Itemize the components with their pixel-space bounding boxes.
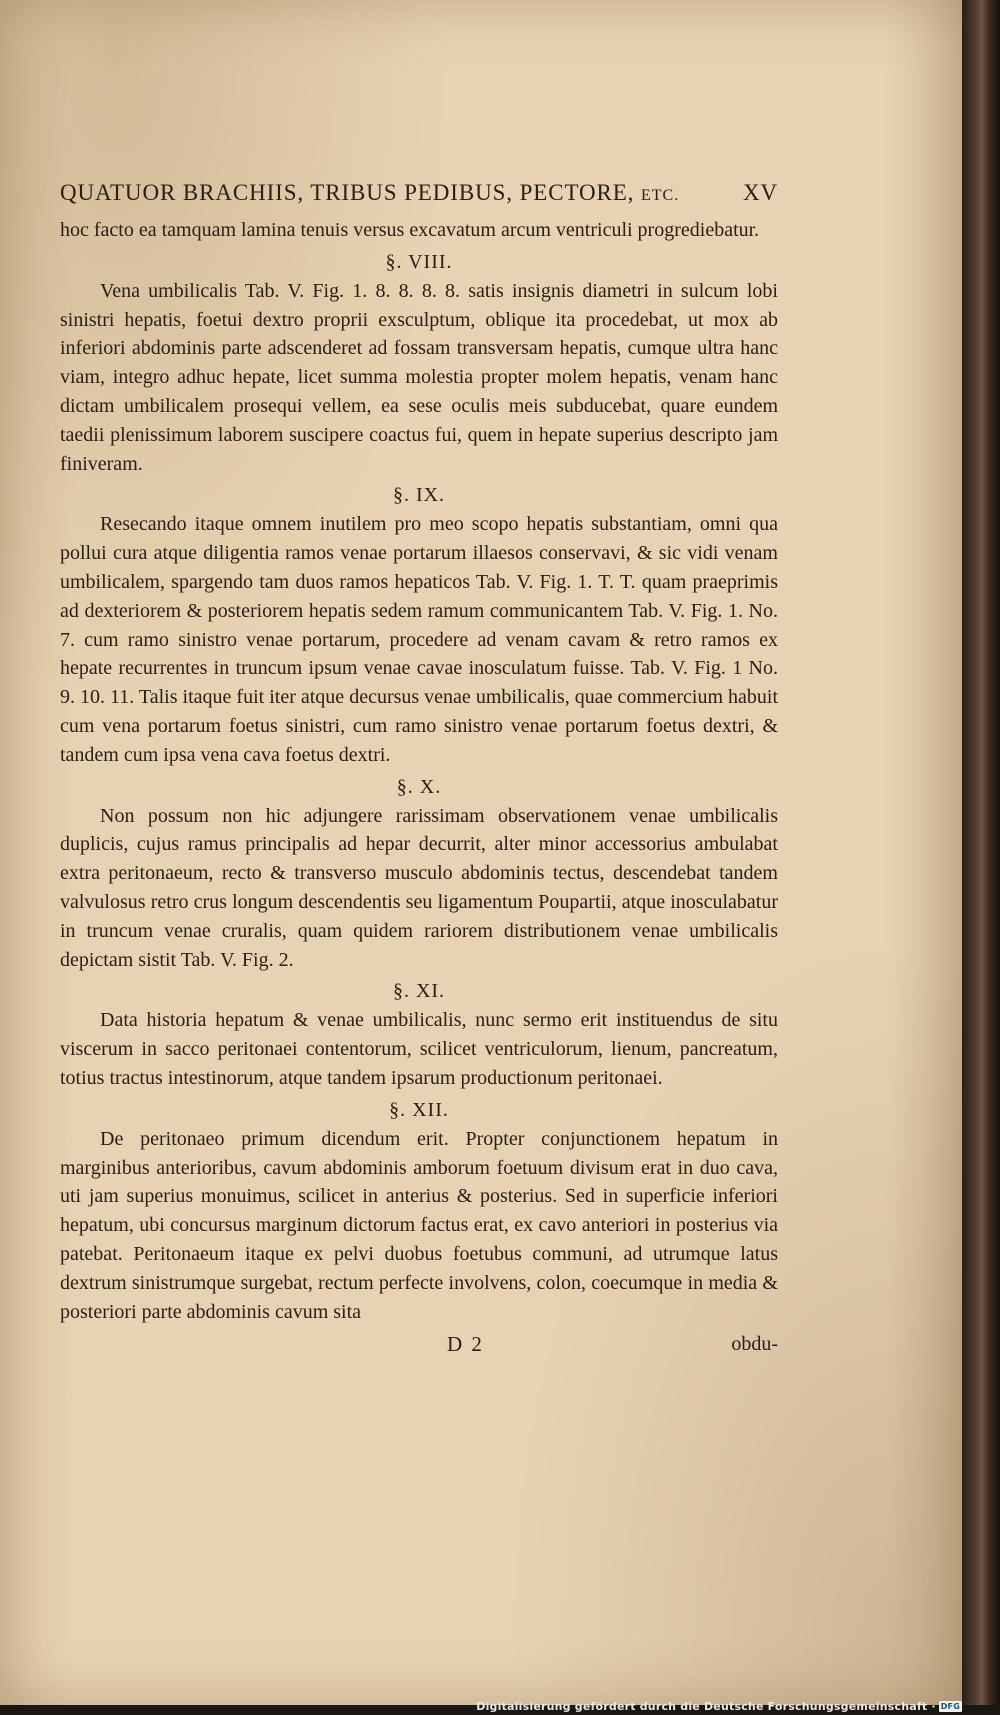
section-heading-xii: §. XII. [389, 1098, 449, 1121]
section-text-xi: Data historia hepatum & venae umbilicalis, nunc sermo erit instituendus de situ viscerum in sacco peritonaei contentorum, scilicet ventriculorum, lienum, pancreatum, totius tractus intestinorum, atque tandem ipsarum productionum peritonaei. [60, 1009, 778, 1089]
text-block [60, 178, 778, 1360]
section-text-xii: De peritonaeo primum dicendum erit. Propter conjunctionem hepatum in marginibus anterioribus, cavum abdominis amborum foetuum divisum erat in duo cava, uti jam superius monuimus, scilicet in anterius & posterius. Sed in superficie inferiori hepatum, ubi concursus marginum dictorum factus erat, ex cavo anteriori in posterius via patebat. Peritonaeum itaque ex pelvi duobus foetubus communi, ad utrumque latus dextrum sinistrumque surgebat, rectum perfecte involvens, colon, coecumque in media & posteriori parte abdominis cavum sita [60, 1127, 778, 1323]
signature-mark: D 2 [447, 1332, 484, 1357]
section-text-x: Non possum non hic adjungere rarissimam observationem venae umbilicalis duplicis, cujus ramus principalis ad hepar decurrit, alter minor accessorius ambulabat extra peritonaeum, recto & transverso musculo abdominis tectus, descendebat tandem valvulosus retro crus longum descendentis seu ligamentum Poupartii, atque inosculabatur in truncum venae cruralis, quam quidem rariorem distributionem venae umbilicalis depictam sistit Tab. V. Fig. 2. [60, 804, 778, 971]
opening-paragraph: hoc facto ea tamquam lamina tenuis versus excavatum arcum ventriculi progrediebatur. [60, 219, 760, 241]
section-heading-x: §. X. [396, 775, 442, 798]
digitization-credit [476, 1700, 962, 1713]
dfg-logo-icon: DFG [940, 1702, 960, 1711]
section-heading-viii: §. VIII. [385, 250, 453, 273]
book-edge [962, 0, 1000, 1705]
section-text-ix: Resecando itaque omnem inutilem pro meo scopo hepatis substantiam, omni qua pollui cura atque diligentia ramos venae portarum illaesos conservavi, & sic vidi venam umbilicalem, spargendo tam duos ramos hepaticos Tab. V. Fig. 1. T. T. quam praeprimis ad dexteriorem & posteriorem hepatis sedem ramum communicantem Tab. V. Fig. 1. No. 7. cum ramo sinistro venae portarum, procedere ad venam cavam & retro ramos ex hepate recurrentes in truncum ipsum venae cavae inosculatum fuisse. Tab. V. Fig. 1 No. 9. 10. 11. Talis itaque fuit iter atque decursus venae umbilicalis, quae commercium habuit cum vena portarum foetus sinistri, cum ramo sinistro venae portarum foetus dextri, & tandem cum ipsa vena cava foetus dextri. [60, 513, 778, 766]
section-text-viii: Vena umbilicalis Tab. V. Fig. 1. 8. 8. 8. 8. satis insignis diametri in sulcum lobi sinistri hepatis, foetui dextro proprii exsculptum, oblique ita procedebat, ut mox ab inferiori abdominis parte adscenderet ad fossam transversam hepatis, cumque ultra hanc viam, integro adhuc hepate, licet summa molestia propter molem hepatis, venam hanc dictam umbilicalem prosequi vellem, ea sese oculis meis subducebat, quare eundem taedii plenissimum laborem suscipere coactus fui, quem in hepate superius descripto jam finiveram. [60, 279, 778, 475]
credit-text: Digitalisierung gefördert durch die Deutsche Forschungsgemeinschaft · [476, 1700, 936, 1713]
running-head-etc: ETC. [641, 187, 680, 204]
section-heading-ix: §. IX. [392, 484, 446, 507]
page-number: XV [742, 180, 778, 205]
running-head [60, 178, 778, 211]
section-heading-xi: §. XI. [392, 980, 446, 1003]
running-head-title-text: QUATUOR BRACHIIS, TRIBUS PEDIBUS, PECTORE, [60, 180, 635, 205]
running-head-title [60, 178, 679, 211]
catchword: obdu- [731, 1333, 778, 1356]
page-footer [60, 1330, 778, 1360]
